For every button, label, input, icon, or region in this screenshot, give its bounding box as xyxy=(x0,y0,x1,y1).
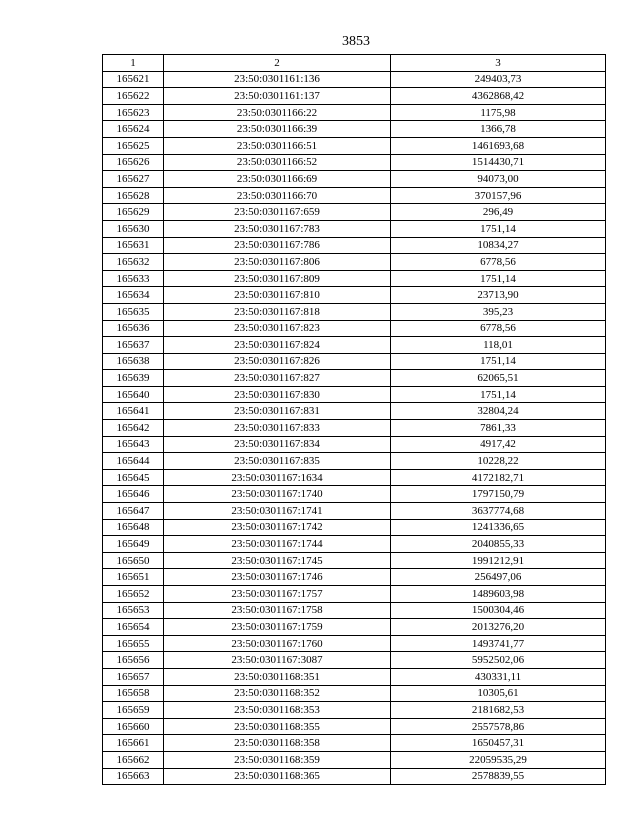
cell-value: 2013276,20 xyxy=(391,619,606,636)
cell-number: 165653 xyxy=(103,602,164,619)
cell-value: 1751,14 xyxy=(391,270,606,287)
cell-cadastral-id: 23:50:0301168:351 xyxy=(164,668,391,685)
cell-value: 1751,14 xyxy=(391,220,606,237)
cell-number: 165635 xyxy=(103,303,164,320)
table-row xyxy=(103,171,606,188)
cell-value: 1175,98 xyxy=(391,104,606,121)
table-row xyxy=(103,469,606,486)
table-row xyxy=(103,420,606,437)
cell-number: 165654 xyxy=(103,619,164,636)
cell-number: 165629 xyxy=(103,204,164,221)
cell-cadastral-id: 23:50:0301168:359 xyxy=(164,751,391,768)
cell-cadastral-id: 23:50:0301167:659 xyxy=(164,204,391,221)
cell-number: 165626 xyxy=(103,154,164,171)
cell-number: 165622 xyxy=(103,88,164,105)
column-header-1: 1 xyxy=(103,55,164,72)
cell-value: 1241336,65 xyxy=(391,519,606,536)
cell-cadastral-id: 23:50:0301168:353 xyxy=(164,702,391,719)
cell-cadastral-id: 23:50:0301167:809 xyxy=(164,270,391,287)
table-row xyxy=(103,337,606,354)
cell-number: 165650 xyxy=(103,552,164,569)
cell-cadastral-id: 23:50:0301167:1757 xyxy=(164,586,391,603)
table-row xyxy=(103,569,606,586)
table-row xyxy=(103,187,606,204)
cell-cadastral-id: 23:50:0301166:69 xyxy=(164,171,391,188)
table-body xyxy=(103,71,606,785)
cell-cadastral-id: 23:50:0301167:831 xyxy=(164,403,391,420)
cell-number: 165652 xyxy=(103,586,164,603)
cell-cadastral-id: 23:50:0301167:1745 xyxy=(164,552,391,569)
cell-number: 165636 xyxy=(103,320,164,337)
cell-number: 165662 xyxy=(103,751,164,768)
cell-value: 5952502,06 xyxy=(391,652,606,669)
cell-number: 165627 xyxy=(103,171,164,188)
cell-number: 165621 xyxy=(103,71,164,88)
cell-cadastral-id: 23:50:0301167:818 xyxy=(164,303,391,320)
table-row xyxy=(103,619,606,636)
table-row xyxy=(103,104,606,121)
table-row xyxy=(103,436,606,453)
cell-cadastral-id: 23:50:0301167:1759 xyxy=(164,619,391,636)
data-table xyxy=(102,54,606,785)
cell-number: 165646 xyxy=(103,486,164,503)
cell-cadastral-id: 23:50:0301167:1741 xyxy=(164,503,391,520)
table-row xyxy=(103,635,606,652)
cell-value: 1461693,68 xyxy=(391,137,606,154)
cell-value: 23713,90 xyxy=(391,287,606,304)
cell-cadastral-id: 23:50:0301168:358 xyxy=(164,735,391,752)
table-row xyxy=(103,552,606,569)
table-row xyxy=(103,503,606,520)
cell-number: 165659 xyxy=(103,702,164,719)
cell-value: 1493741,77 xyxy=(391,635,606,652)
cell-value: 1797150,79 xyxy=(391,486,606,503)
cell-number: 165643 xyxy=(103,436,164,453)
cell-cadastral-id: 23:50:0301167:1634 xyxy=(164,469,391,486)
cell-value: 4362868,42 xyxy=(391,88,606,105)
cell-value: 10305,61 xyxy=(391,685,606,702)
table-row xyxy=(103,254,606,271)
table-row xyxy=(103,237,606,254)
cell-cadastral-id: 23:50:0301166:39 xyxy=(164,121,391,138)
cell-cadastral-id: 23:50:0301167:823 xyxy=(164,320,391,337)
cell-number: 165628 xyxy=(103,187,164,204)
cell-number: 165642 xyxy=(103,420,164,437)
cell-value: 1751,14 xyxy=(391,386,606,403)
cell-number: 165645 xyxy=(103,469,164,486)
cell-number: 165637 xyxy=(103,337,164,354)
cell-number: 165631 xyxy=(103,237,164,254)
table-row xyxy=(103,121,606,138)
cell-value: 1366,78 xyxy=(391,121,606,138)
table-row xyxy=(103,403,606,420)
cell-number: 165624 xyxy=(103,121,164,138)
table-row xyxy=(103,718,606,735)
table-row xyxy=(103,220,606,237)
cell-number: 165623 xyxy=(103,104,164,121)
cell-value: 296,49 xyxy=(391,204,606,221)
column-header-3: 3 xyxy=(391,55,606,72)
cell-value: 256497,06 xyxy=(391,569,606,586)
page-number: 3853 xyxy=(342,34,370,49)
cell-cadastral-id: 23:50:0301167:1742 xyxy=(164,519,391,536)
cell-value: 395,23 xyxy=(391,303,606,320)
cell-value: 118,01 xyxy=(391,337,606,354)
cell-value: 10228,22 xyxy=(391,453,606,470)
table-row xyxy=(103,685,606,702)
cell-cadastral-id: 23:50:0301167:786 xyxy=(164,237,391,254)
cell-cadastral-id: 23:50:0301161:137 xyxy=(164,88,391,105)
cell-cadastral-id: 23:50:0301167:830 xyxy=(164,386,391,403)
table-row xyxy=(103,137,606,154)
cell-number: 165648 xyxy=(103,519,164,536)
table-row xyxy=(103,353,606,370)
cell-number: 165649 xyxy=(103,536,164,553)
cell-value: 7861,33 xyxy=(391,420,606,437)
table-row xyxy=(103,519,606,536)
table-row xyxy=(103,287,606,304)
cell-number: 165651 xyxy=(103,569,164,586)
cell-value: 94073,00 xyxy=(391,171,606,188)
cell-value: 249403,73 xyxy=(391,71,606,88)
cell-cadastral-id: 23:50:0301167:1760 xyxy=(164,635,391,652)
table-row xyxy=(103,386,606,403)
cell-cadastral-id: 23:50:0301167:1744 xyxy=(164,536,391,553)
table-row xyxy=(103,586,606,603)
table-row xyxy=(103,154,606,171)
cell-value: 4917,42 xyxy=(391,436,606,453)
cell-cadastral-id: 23:50:0301167:1746 xyxy=(164,569,391,586)
cell-value: 2181682,53 xyxy=(391,702,606,719)
cell-value: 6778,56 xyxy=(391,254,606,271)
cell-value: 2578839,55 xyxy=(391,768,606,785)
cell-cadastral-id: 23:50:0301167:3087 xyxy=(164,652,391,669)
table-row xyxy=(103,536,606,553)
table-row xyxy=(103,88,606,105)
cell-cadastral-id: 23:50:0301166:51 xyxy=(164,137,391,154)
table-row xyxy=(103,270,606,287)
cell-number: 165640 xyxy=(103,386,164,403)
cell-number: 165634 xyxy=(103,287,164,304)
cell-cadastral-id: 23:50:0301167:1758 xyxy=(164,602,391,619)
cell-value: 1514430,71 xyxy=(391,154,606,171)
cell-value: 430331,11 xyxy=(391,668,606,685)
cell-number: 165639 xyxy=(103,370,164,387)
cell-number: 165661 xyxy=(103,735,164,752)
table-row xyxy=(103,303,606,320)
cell-value: 22059535,29 xyxy=(391,751,606,768)
cell-cadastral-id: 23:50:0301167:783 xyxy=(164,220,391,237)
cell-number: 165638 xyxy=(103,353,164,370)
cell-number: 165632 xyxy=(103,254,164,271)
cell-number: 165663 xyxy=(103,768,164,785)
cell-number: 165625 xyxy=(103,137,164,154)
cell-number: 165647 xyxy=(103,503,164,520)
cell-cadastral-id: 23:50:0301167:1740 xyxy=(164,486,391,503)
cell-value: 2040855,33 xyxy=(391,536,606,553)
cell-cadastral-id: 23:50:0301166:22 xyxy=(164,104,391,121)
table-row xyxy=(103,702,606,719)
cell-value: 6778,56 xyxy=(391,320,606,337)
table-row xyxy=(103,320,606,337)
header-row xyxy=(103,55,606,72)
cell-cadastral-id: 23:50:0301168:352 xyxy=(164,685,391,702)
cell-cadastral-id: 23:50:0301168:355 xyxy=(164,718,391,735)
table-row xyxy=(103,602,606,619)
cell-value: 1650457,31 xyxy=(391,735,606,752)
cell-cadastral-id: 23:50:0301167:806 xyxy=(164,254,391,271)
table-row xyxy=(103,768,606,785)
cell-number: 165656 xyxy=(103,652,164,669)
cell-number: 165655 xyxy=(103,635,164,652)
cell-cadastral-id: 23:50:0301167:833 xyxy=(164,420,391,437)
table-row xyxy=(103,751,606,768)
table-row xyxy=(103,453,606,470)
table-row xyxy=(103,486,606,503)
cell-number: 165644 xyxy=(103,453,164,470)
cell-cadastral-id: 23:50:0301167:834 xyxy=(164,436,391,453)
cell-value: 370157,96 xyxy=(391,187,606,204)
cell-number: 165657 xyxy=(103,668,164,685)
cell-cadastral-id: 23:50:0301166:52 xyxy=(164,154,391,171)
table-row xyxy=(103,735,606,752)
table-row xyxy=(103,668,606,685)
cell-cadastral-id: 23:50:0301166:70 xyxy=(164,187,391,204)
cell-cadastral-id: 23:50:0301167:824 xyxy=(164,337,391,354)
cell-value: 1489603,98 xyxy=(391,586,606,603)
cell-value: 1991212,91 xyxy=(391,552,606,569)
table-row xyxy=(103,204,606,221)
table-row xyxy=(103,652,606,669)
cell-value: 4172182,71 xyxy=(391,469,606,486)
cell-value: 3637774,68 xyxy=(391,503,606,520)
cell-cadastral-id: 23:50:0301167:835 xyxy=(164,453,391,470)
cell-value: 32804,24 xyxy=(391,403,606,420)
column-header-2: 2 xyxy=(164,55,391,72)
cell-cadastral-id: 23:50:0301167:827 xyxy=(164,370,391,387)
table-row xyxy=(103,71,606,88)
cell-cadastral-id: 23:50:0301161:136 xyxy=(164,71,391,88)
cell-number: 165658 xyxy=(103,685,164,702)
table-row xyxy=(103,370,606,387)
cell-value: 1751,14 xyxy=(391,353,606,370)
cell-value: 62065,51 xyxy=(391,370,606,387)
cell-value: 10834,27 xyxy=(391,237,606,254)
cell-number: 165633 xyxy=(103,270,164,287)
cell-number: 165660 xyxy=(103,718,164,735)
cell-cadastral-id: 23:50:0301167:826 xyxy=(164,353,391,370)
cell-value: 2557578,86 xyxy=(391,718,606,735)
cell-value: 1500304,46 xyxy=(391,602,606,619)
cell-number: 165630 xyxy=(103,220,164,237)
cell-cadastral-id: 23:50:0301167:810 xyxy=(164,287,391,304)
cell-number: 165641 xyxy=(103,403,164,420)
cell-cadastral-id: 23:50:0301168:365 xyxy=(164,768,391,785)
